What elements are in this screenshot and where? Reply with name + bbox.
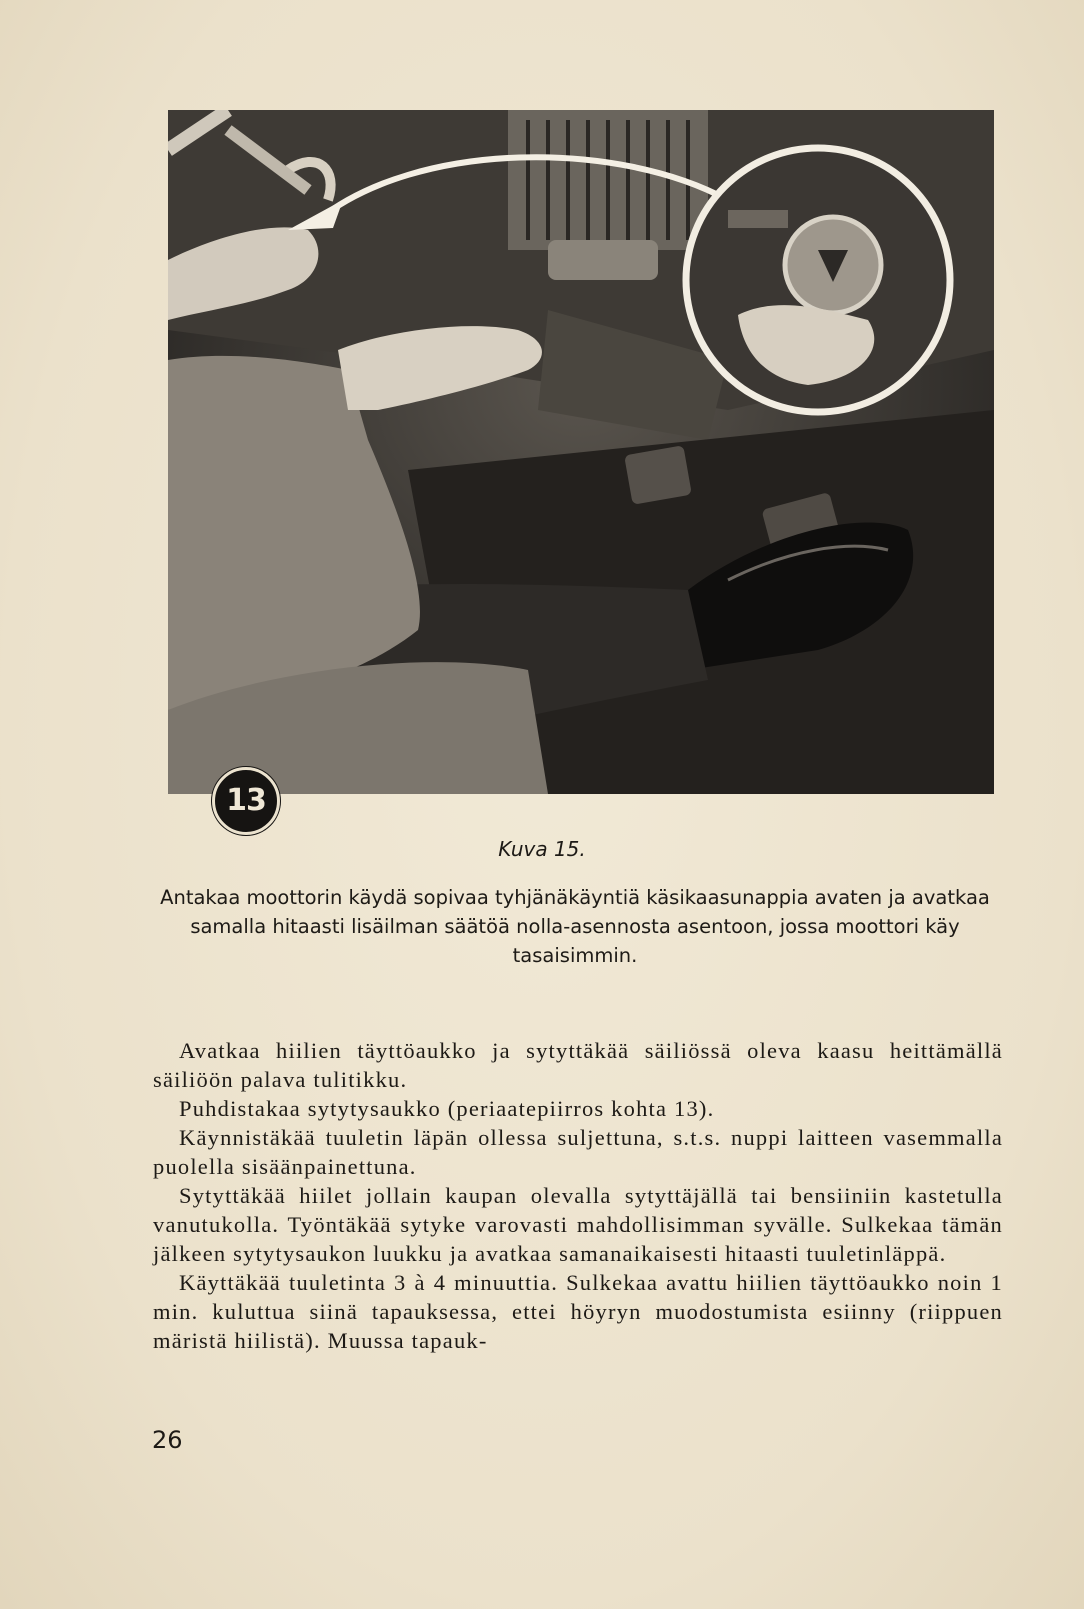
paragraph: Käynnistäkää tuuletin läpän ollessa suljettuna, s.t.s. nuppi laitteen vasemmalla puolella sisäänpainettuna. bbox=[153, 1125, 1003, 1179]
figure-label: Kuva 15. bbox=[498, 837, 586, 861]
paragraph: Käyttäkää tuuletinta 3 à 4 minuuttia. Sulkekaa avattu hiilien täyttöaukko noin 1 min. kuluttua siinä tapauksessa, ettei höyryn muodostumista esiinny (riippuen märistä hiilistä). Muussa tapauk- bbox=[153, 1270, 1003, 1353]
page-number: 26 bbox=[152, 1426, 183, 1454]
body-text bbox=[153, 1036, 1003, 1355]
dashboard-photo bbox=[168, 110, 994, 794]
paragraph: Avatkaa hiilien täyttöaukko ja sytyttäkää säiliössä oleva kaasu heittämällä säiliöön palava tulitikku. bbox=[153, 1038, 1003, 1092]
figure-caption: Antakaa moottorin käydä sopivaa tyhjänäkäyntiä käsikaasunappia avaten ja avatkaa samalla hitaasti lisäilman säätöä nolla-asennosta asentoon, jossa moottori käy tasaisimmin. bbox=[160, 886, 990, 967]
paragraph: Sytyttäkää hiilet jollain kaupan olevalla sytyttäjällä tai bensiiniin kastetulla vanutukolla. Työntäkää sytyke varovasti mahdollisimman syvälle. Sulkekaa tämän jälkeen sytytysaukon luukku ja avatkaa samanaikaisesti hitaasti tuuletinläppä. bbox=[153, 1183, 1003, 1266]
photo-illustration bbox=[168, 110, 994, 794]
paragraph: Puhdistakaa sytytysaukko (periaatepiirros kohta 13). bbox=[179, 1096, 715, 1121]
figure-number-badge: 13 bbox=[212, 767, 280, 835]
